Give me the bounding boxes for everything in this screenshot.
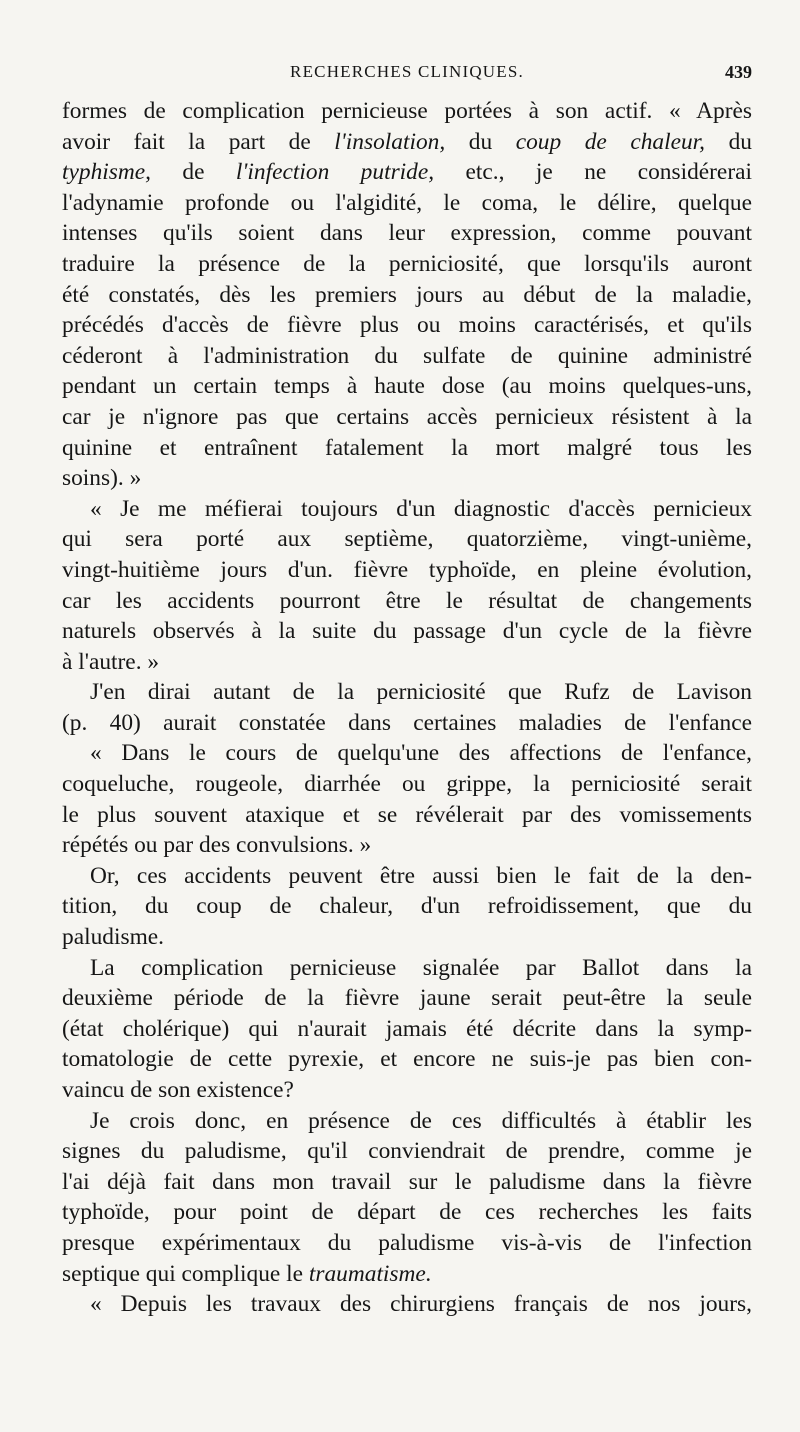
text-line: formes de complication pernicieuse portées à son actif. « Après — [62, 98, 752, 124]
text-line: tition, du coup de chaleur, d'un refroidissement, que du — [62, 893, 752, 920]
text-line: « Je me méfierai toujours d'un diagnostic d'accès pernicieux — [90, 495, 752, 522]
text-line: pendant un certain temps à haute dose (au moins quelques-uns, — [62, 373, 752, 400]
text-line: soins). » — [62, 465, 142, 492]
page-header — [62, 62, 752, 92]
text-line: l'adynamie profonde ou l'algidité, le coma, le délire, quelque — [62, 189, 752, 216]
text-line: « Depuis les travaux des chirurgiens français de nos jours, — [90, 1291, 752, 1318]
text-line: quinine et entraînent fatalement la mort malgré tous les — [62, 434, 752, 461]
text-line: coqueluche, rougeole, diarrhée ou grippe, la perniciosité serait — [62, 771, 752, 798]
text-line: (état cholérique) qui n'aurait jamais été décrite dans la symp- — [62, 1015, 752, 1042]
text-line: l'ai déjà fait dans mon travail sur le paludisme dans la fièvre — [62, 1168, 752, 1195]
text-line: typhisme, de l'infection putride, etc., je ne considérerai — [62, 159, 752, 186]
text-line: car je n'ignore pas que certains accès pernicieux résistent à la — [62, 403, 752, 430]
text-line: paludisme. — [62, 924, 164, 951]
text-line: car les accidents pourront être le résultat de changements — [62, 587, 752, 614]
text-line: céderont à l'administration du sulfate de quinine administré — [62, 342, 752, 369]
text-line: vaincu de son existence? — [62, 1077, 294, 1103]
text-line: presque expérimentaux du paludisme vis-à-vis de l'infection — [62, 1229, 752, 1256]
text-line: intenses qu'ils soient dans leur expression, comme pouvant — [62, 220, 752, 247]
text-line: traduire la présence de la perniciosité, que lorsqu'ils auront — [62, 250, 752, 277]
text-line: deuxième période de la fièvre jaune serait peut-être la seule — [62, 985, 752, 1012]
text-line: « Dans le cours de quelqu'une des affections de l'enfance, — [90, 740, 752, 767]
text-line: septique qui complique le traumatisme. — [62, 1260, 432, 1287]
page-number: 439 — [725, 62, 752, 82]
text-line: avoir fait la part de l'insolation, du coup de chaleur, du — [62, 128, 752, 155]
text-line: (p. 40) aurait constatée dans certaines maladies de l'enfance — [62, 709, 752, 736]
running-title: RECHERCHES CLINIQUES. — [290, 62, 524, 81]
text-line: J'en dirai autant de la perniciosité que Rufz de Lavison — [90, 679, 752, 706]
text-line: typhoïde, pour point de départ de ces recherches les faits — [62, 1199, 752, 1226]
text-line: été constatés, dès les premiers jours au début de la maladie, — [62, 281, 752, 308]
body-text — [62, 96, 752, 1320]
text-line: précédés d'accès de fièvre plus ou moins caractérisés, et qu'ils — [62, 312, 752, 339]
text-line: qui sera porté aux septième, quatorzième, vingt-unième, — [62, 526, 752, 553]
text-line: Je crois donc, en présence de ces difficultés à établir les — [90, 1107, 752, 1134]
text-line: répétés ou par des convulsions. » — [62, 832, 372, 859]
text-line: La complication pernicieuse signalée par Ballot dans la — [90, 954, 752, 981]
text-line: le plus souvent ataxique et se révélerait par des vomissements — [62, 801, 752, 828]
text-line: signes du paludisme, qu'il conviendrait de prendre, comme je — [62, 1138, 752, 1165]
text-line: à l'autre. » — [62, 648, 160, 675]
text-line: naturels observés à la suite du passage d'un cycle de la fièvre — [62, 618, 752, 645]
text-line: Or, ces accidents peuvent être aussi bien le fait de la den- — [90, 862, 752, 889]
text-line: vingt-huitième jours d'un. fièvre typhoïde, en pleine évolution, — [62, 556, 752, 583]
text-line: tomatologie de cette pyrexie, et encore ne suis-je pas bien con- — [62, 1046, 752, 1073]
